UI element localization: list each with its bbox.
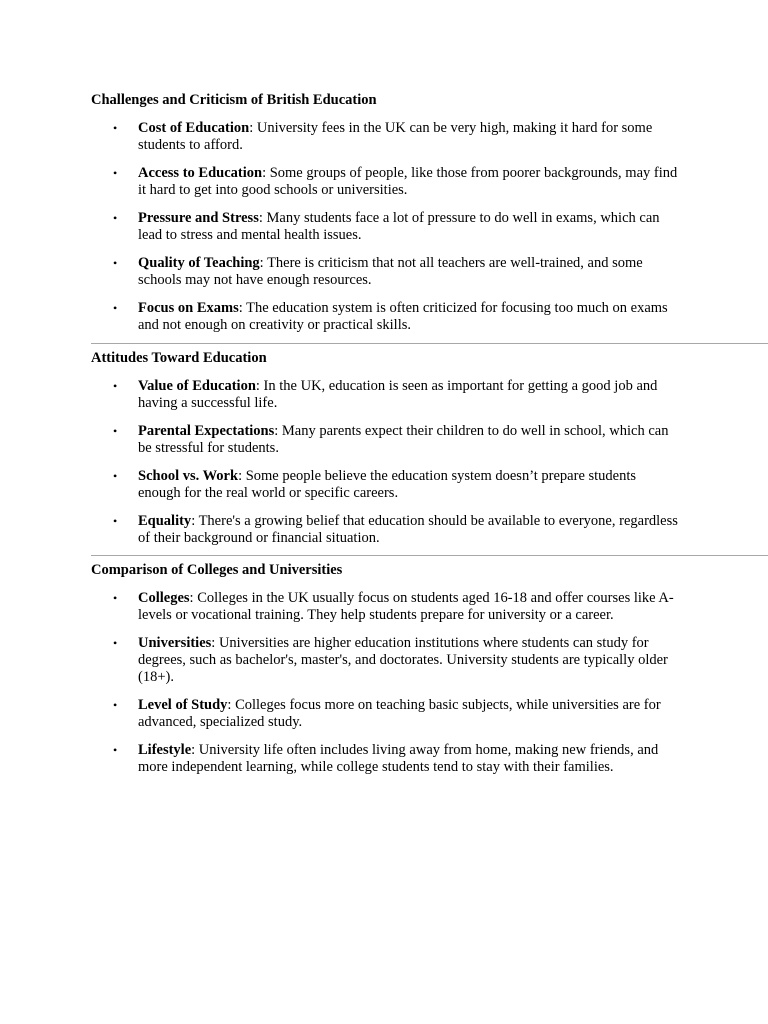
item-text: : There's a growing belief that education should be available to everyone, regardless of their background or financial situation. <box>138 513 678 546</box>
bullet-icon: • <box>113 514 118 528</box>
section-comparison <box>91 562 768 776</box>
bullet-icon: • <box>113 379 118 393</box>
bullet-icon: • <box>113 424 118 438</box>
list-item <box>91 210 678 244</box>
item-text: : University life often includes living away from home, making new friends, and more independent learning, while college students tend to stay with their families. <box>138 742 659 775</box>
bullet-icon: • <box>113 636 118 650</box>
item-text: : Colleges focus more on teaching basic subjects, while universities are for advanced, specialized study. <box>138 697 661 730</box>
item-text: : Some groups of people, like those from poorer backgrounds, may find it hard to get into good schools or universities. <box>138 165 678 198</box>
bullet-icon: • <box>113 301 118 315</box>
bullet-list <box>91 120 768 334</box>
bullet-icon: • <box>113 121 118 135</box>
section-divider <box>91 343 768 344</box>
item-term: Level of Study <box>138 697 228 713</box>
section-title: Challenges and Criticism of British Education <box>91 92 377 108</box>
section-divider <box>91 555 768 556</box>
section-challenges <box>91 92 768 334</box>
list-item <box>91 423 678 457</box>
list-item <box>91 300 678 334</box>
bullet-icon: • <box>113 469 118 483</box>
item-term: Focus on Exams <box>138 300 239 316</box>
bullet-list <box>91 590 768 776</box>
item-text: : The education system is often criticized for focusing too much on exams and not enough on creativity or practical skills. <box>138 300 668 333</box>
item-term: Universities <box>138 635 212 651</box>
list-item <box>91 378 678 412</box>
list-item <box>91 165 678 199</box>
list-item <box>91 635 678 686</box>
list-item <box>91 255 678 289</box>
bullet-list <box>91 378 768 547</box>
item-term: School vs. Work <box>138 468 239 484</box>
item-text: : Colleges in the UK usually focus on students aged 16-18 and offer courses like A-levels or vocational training. They help students prepare for university or a career. <box>138 590 674 623</box>
item-text: : Universities are higher education institutions where students can study for degrees, such as bachelor's, master's, and doctorates. University students are typically older (18+). <box>138 635 668 685</box>
item-term: Equality <box>138 513 192 529</box>
item-text: : Many parents expect their children to do well in school, which can be stressful for students. <box>138 423 669 456</box>
list-item <box>91 697 678 731</box>
section-title: Comparison of Colleges and Universities <box>91 562 343 578</box>
bullet-icon: • <box>113 166 118 180</box>
item-text: : In the UK, education is seen as important for getting a good job and having a successful life. <box>138 378 658 411</box>
section-attitudes <box>91 350 768 547</box>
item-text: : Some people believe the education system doesn’t prepare students enough for the real world or specific careers. <box>138 468 637 501</box>
list-item <box>91 590 678 624</box>
bullet-icon: • <box>113 211 118 225</box>
item-term: Pressure and Stress <box>138 210 259 226</box>
section-title: Attitudes Toward Education <box>91 350 267 366</box>
item-term: Lifestyle <box>138 742 192 758</box>
item-term: Quality of Teaching <box>138 255 260 271</box>
item-term: Value of Education <box>138 378 256 394</box>
list-item <box>91 468 678 502</box>
item-text: : University fees in the UK can be very high, making it hard for some students to afford. <box>138 120 653 153</box>
list-item <box>91 742 678 776</box>
item-term: Cost of Education <box>138 120 250 136</box>
item-term: Access to Education <box>138 165 263 181</box>
list-item <box>91 513 678 547</box>
item-text: : There is criticism that not all teachers are well-trained, and some schools may not have enough resources. <box>138 255 643 288</box>
item-term: Parental Expectations <box>138 423 275 439</box>
bullet-icon: • <box>113 256 118 270</box>
bullet-icon: • <box>113 591 118 605</box>
list-item <box>91 120 678 154</box>
item-term: Colleges <box>138 590 190 606</box>
bullet-icon: • <box>113 743 118 757</box>
item-text: : Many students face a lot of pressure to do well in exams, which can lead to stress and mental health issues. <box>138 210 660 243</box>
bullet-icon: • <box>113 698 118 712</box>
